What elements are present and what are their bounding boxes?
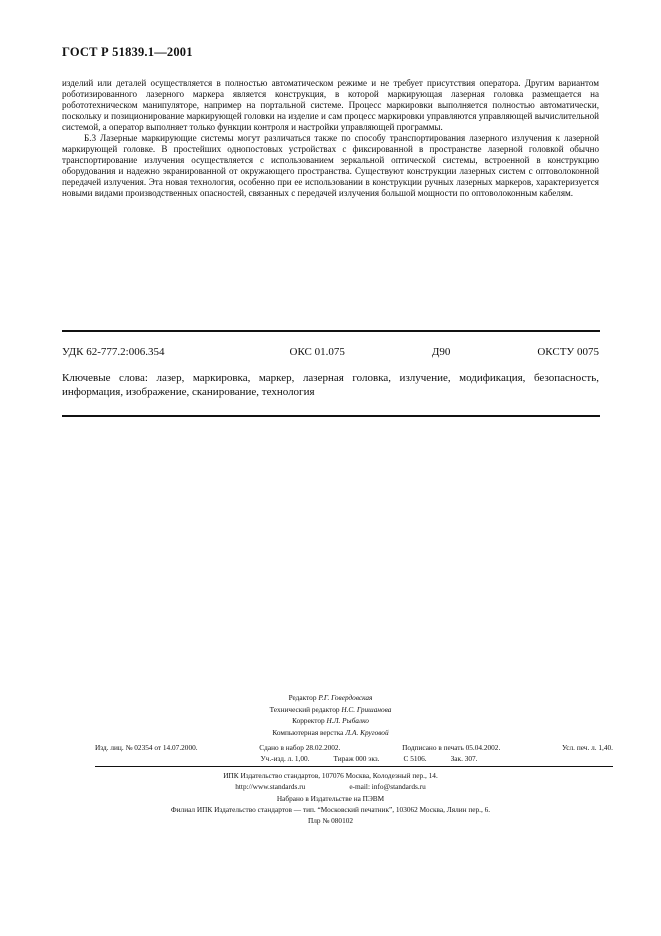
- email-link[interactable]: e-mail: info@standards.ru: [349, 782, 426, 792]
- top-divider: [62, 330, 600, 332]
- imprint-divider: [95, 766, 613, 767]
- body-paragraph: Б.3 Лазерные маркирующие системы могут различаться также по способу транспортирования лазерного излучения к лазерной маркирующей головке. В простейших однопостовых устройствах с фиксированной в пространстве лазерной головкой обычно транспортирование излучения осуществляется с использованием зеркальной оптической системы, встроенной в конструкцию оборудования и надежно экранированной от окружающего пространства. Существуют конструкции лазерных систем с оптоволоконной передачей излучения. Эта новая технология, особенно при ее использовании в конструкции ручных лазерных маркеров, характеризуется новыми видами производственных опасностей, связанных с передачей излучения большой мощности по оптоволоконным кабелям.: [62, 133, 599, 199]
- credit-role: Корректор: [292, 716, 325, 726]
- publisher-address: ИПК Издательство стандартов, 107076 Москва, Колодезный пер., 14.: [223, 771, 438, 780]
- sent-date: Сдано в набор 28.02.2002.: [259, 743, 341, 752]
- credit-role: Компьютерная верстка: [272, 727, 344, 737]
- body-text: [62, 78, 599, 200]
- document-code-header: ГОСТ Р 51839.1—2001: [62, 45, 193, 59]
- circulation: Тираж 000 экз.: [333, 754, 380, 763]
- typeset-note: Набрано в Издательстве на ПЭВМ: [276, 793, 385, 803]
- credit-line: [0, 704, 661, 716]
- imprint-block: [0, 770, 661, 826]
- credit-line: [0, 692, 661, 704]
- keywords: Ключевые слова: лазер, маркировка, маркер, лазерная головка, излучение, модификация, безопасность, информация, изображение, сканирование, технология: [62, 372, 599, 398]
- c-number: С 5106.: [403, 754, 427, 763]
- publication-info: [95, 742, 613, 764]
- credits-block: [0, 692, 661, 738]
- body-paragraph: изделий или деталей осуществляется в полностью автоматическом режиме и не требует присутствия оператора. Другим вариантом роботизированного лазерного маркера является конструкция, в которой маркирующая лазерная головка размещается на робототехническом манипуляторе, например на портальной системе. Процесс маркировки выполняется полностью автоматически, поскольку и позиционирование маркирующей головки на изделие и сам процесс маркировки управляются управляющей вычислительной системой, а оператор выполняет только функции контроля и настройки управляющей программы.: [62, 78, 599, 133]
- print-sheets: Усл. печ. л. 1,40.: [562, 743, 613, 752]
- credit-line: [0, 727, 661, 739]
- credit-person: Л.А. Круговой: [345, 727, 389, 737]
- website-link[interactable]: http://www.standards.ru: [235, 782, 306, 792]
- signed-date: Подписано в печать 05.04.2002.: [402, 743, 501, 752]
- license-text: Изд. лиц. № 02354 от 14.07.2000.: [95, 743, 198, 752]
- credit-person: Р.Г. Говердовская: [318, 693, 373, 702]
- classification-codes: [62, 346, 599, 358]
- edit-sheets: Уч.-изд. л. 1,00.: [260, 754, 310, 763]
- credit-role: Редактор: [288, 693, 317, 702]
- credit-person: Н.Л. Рыбалко: [326, 716, 369, 726]
- bottom-divider: [62, 415, 600, 417]
- credit-role: Технический редактор: [269, 704, 340, 714]
- order-number: Зак. 307.: [450, 754, 478, 763]
- credit-line: [0, 715, 661, 727]
- udk-code: УДК 62-777.2:006.354: [62, 346, 165, 358]
- oks-code: ОКС 01.075: [289, 346, 345, 358]
- printing-house: Филиал ИПК Издательство стандартов — тип. “Московский печатник”, 103062 Москва, Лялин пер., 6.: [170, 804, 491, 814]
- publication-row: [95, 742, 613, 753]
- publisher-contacts: [0, 781, 661, 792]
- credit-person: Н.С. Гришанова: [341, 704, 392, 714]
- d-code: Д90: [431, 346, 451, 358]
- plr-number: Плр № 080102: [307, 816, 354, 826]
- publication-row: [125, 753, 613, 764]
- okstu-code: ОКСТУ 0075: [537, 346, 599, 358]
